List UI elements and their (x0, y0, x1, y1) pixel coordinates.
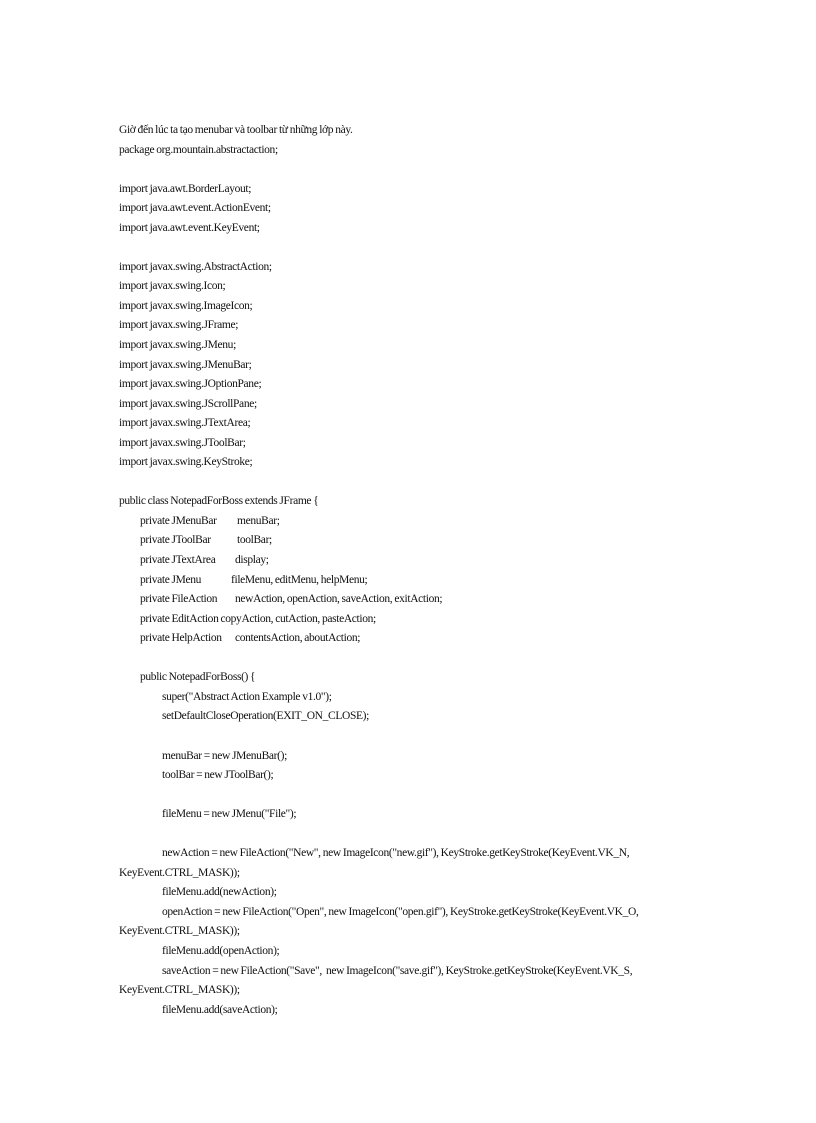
import-line: import javax.swing.AbstractAction; (119, 260, 272, 273)
field-type: private JMenu (140, 573, 202, 586)
import-line: import javax.swing.Icon; (119, 280, 226, 293)
import-line: import javax.swing.JOptionPane; (119, 378, 262, 391)
code-line: KeyEvent.CTRL_MASK)); (119, 984, 240, 997)
code-line: super("Abstract Action Example v1.0"); (162, 690, 332, 703)
field-names: copyAction, cutAction, pasteAction; (220, 612, 376, 625)
blank-line (119, 786, 719, 806)
field-line (119, 610, 719, 630)
field-type: private HelpAction (140, 632, 222, 645)
blank-line (119, 238, 719, 258)
field-type: private EditAction (140, 612, 219, 625)
field-names: toolBar; (237, 534, 272, 547)
field-type: private JTextArea (140, 554, 216, 567)
import-line: import javax.swing.JMenu; (119, 339, 236, 352)
code-line: openAction = new FileAction("Open", new ImageIcon("open.gif"), KeyStroke.getKeyStroke(KeyEvent.VK_O, (162, 905, 639, 918)
field-names: fileMenu, editMenu, helpMenu; (231, 573, 368, 586)
class-declaration: public class NotepadForBoss extends JFrame { (119, 495, 319, 508)
field-line (119, 551, 719, 571)
field-line (119, 629, 719, 649)
blank-line (119, 727, 719, 747)
field-type: private JMenuBar (140, 514, 217, 527)
code-line: KeyEvent.CTRL_MASK)); (119, 925, 240, 938)
field-names: newAction, openAction, saveAction, exitAction; (235, 593, 443, 606)
import-line: import java.awt.BorderLayout; (119, 182, 252, 195)
blank-line (119, 649, 719, 669)
field-names: contentsAction, aboutAction; (235, 632, 361, 645)
import-line: import javax.swing.JFrame; (119, 319, 239, 332)
code-line: toolBar = new JToolBar(); (162, 769, 274, 782)
field-type: private JToolBar (140, 534, 211, 547)
field-line (119, 512, 719, 532)
code-line: setDefaultCloseOperation(EXIT_ON_CLOSE); (162, 710, 370, 723)
import-line: import javax.swing.ImageIcon; (119, 299, 253, 312)
blank-line (119, 825, 719, 845)
import-line: import java.awt.event.ActionEvent; (119, 202, 271, 215)
code-line: menuBar = new JMenuBar(); (162, 749, 287, 762)
code-line: fileMenu.add(saveAction); (162, 1003, 278, 1016)
code-line: newAction = new FileAction("New", new ImageIcon("new.gif"), KeyStroke.getKeyStroke(KeyEvent.VK_N, (162, 847, 630, 860)
field-line (119, 590, 719, 610)
code-line: fileMenu.add(openAction); (162, 944, 280, 957)
blank-line (119, 160, 719, 180)
import-line: import javax.swing.JScrollPane; (119, 397, 257, 410)
field-line (119, 571, 719, 591)
import-line: import javax.swing.KeyStroke; (119, 456, 253, 469)
import-line: import javax.swing.JMenuBar; (119, 358, 252, 371)
code-line: fileMenu.add(newAction); (162, 886, 277, 899)
code-line: saveAction = new FileAction("Save", new ImageIcon("save.gif"), KeyStroke.getKeyStroke(KeyEvent.VK_S, (162, 964, 633, 977)
code-line: fileMenu = new JMenu("File"); (162, 808, 297, 821)
code-line: KeyEvent.CTRL_MASK)); (119, 866, 240, 879)
field-type: private FileAction (140, 593, 218, 606)
package-line: package org.mountain.abstractaction; (119, 143, 278, 156)
import-line: import javax.swing.JToolBar; (119, 436, 246, 449)
constructor-declaration: public NotepadForBoss() { (140, 671, 256, 684)
blank-line (119, 473, 719, 493)
field-line (119, 531, 719, 551)
intro-text: Giờ đến lúc ta tạo menubar và toolbar từ những lớp này. (119, 124, 353, 136)
import-line: import java.awt.event.KeyEvent; (119, 221, 260, 234)
import-line: import javax.swing.JTextArea; (119, 417, 251, 430)
code-listing (119, 121, 719, 1020)
field-names: menuBar; (237, 514, 280, 527)
field-names: display; (235, 554, 269, 567)
